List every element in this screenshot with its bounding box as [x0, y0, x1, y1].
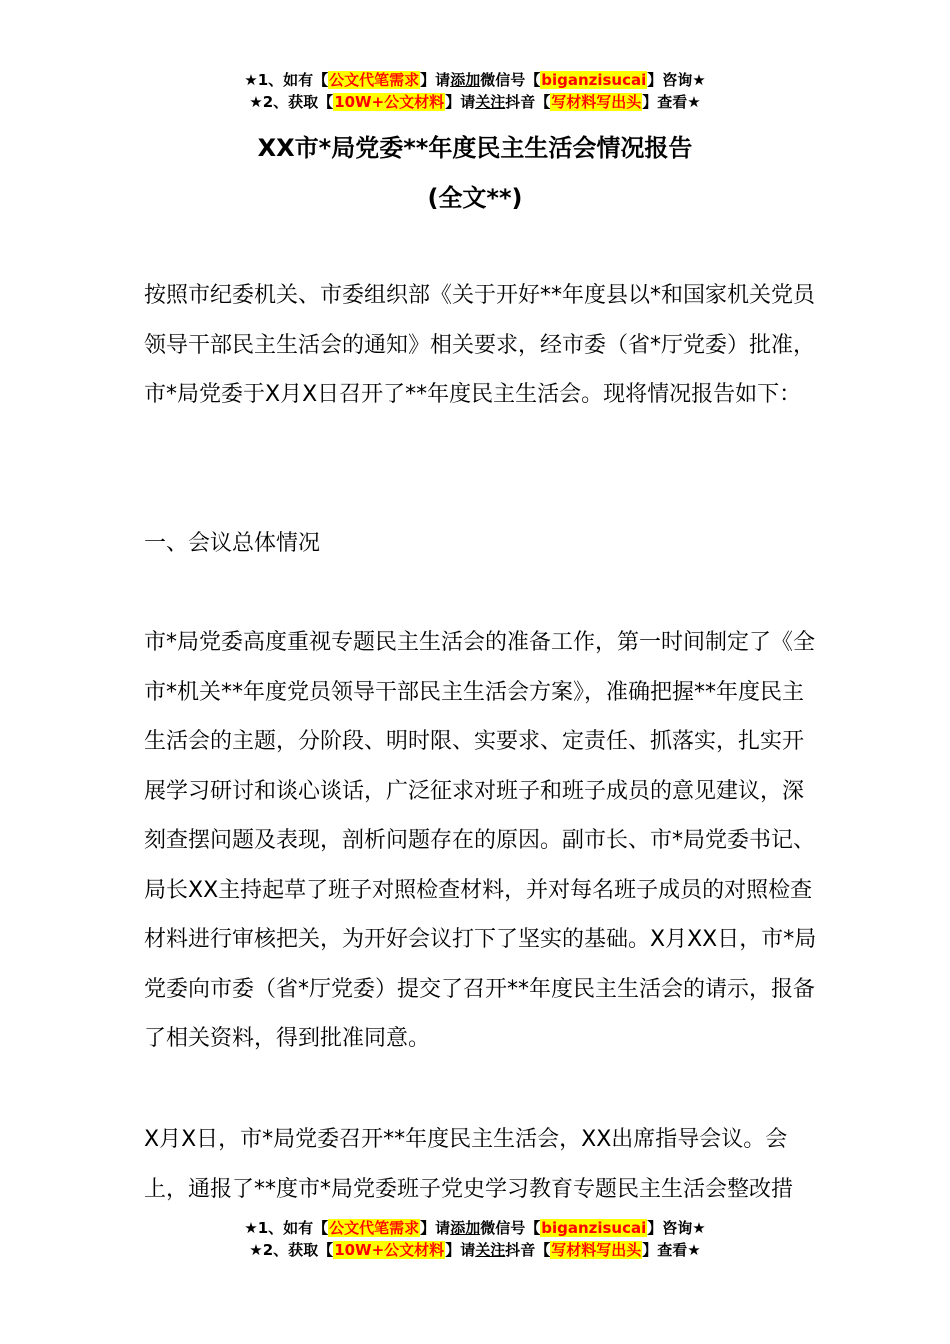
banner-text: 】请: [420, 1219, 451, 1237]
banner-text: 】请: [445, 93, 476, 111]
banner-text: 】咨询★: [647, 71, 706, 89]
banner-text: 微信号【: [480, 71, 541, 89]
banner-line-1: [0, 69, 950, 91]
banner-text: 抖音【: [505, 93, 551, 111]
paragraph-intro: 按照市纪委机关、市委组织部《关于开好**年度县以*和国家机关党员领导干部民主生活会的通知》相关要求，经市委（省*厅党委）批准，市*局党委于X月X日召开了**年度民主生活会。现将情况报告如下：: [144, 283, 816, 407]
banner-text: 】咨询★: [647, 1219, 706, 1237]
footer-banner: [0, 1217, 950, 1261]
banner-text: 微信号【: [480, 1219, 541, 1237]
banner-highlight: 写材料写出头: [551, 93, 642, 111]
banner-highlight: 写材料写出头: [551, 1241, 642, 1259]
banner-highlight: 10W+公文材料: [334, 93, 445, 111]
paragraph-preparation: 市*局党委高度重视专题民主生活会的准备工作，第一时间制定了《全市*机关**年度党员领导干部民主生活会方案》，准确把握**年度民主生活会的主题，分阶段、明时限、实要求、定责任、抓落实，扎实开展学习研讨和谈心谈话，广泛征求对班子和班子成员的意见建议，深刻查摆问题及表现，剖析问题存在的原因。副市长、市*局党委书记、局长XX主持起草了班子对照检查材料，并对每名班子成员的对照检查材料进行审核把关，为开好会议打下了坚实的基础。X月XX日，市*局党委向市委（省*厅党委）提交了召开**年度民主生活会的请示，报备了相关资料，得到批准同意。: [144, 630, 817, 1051]
banner-text: 】请: [445, 1241, 476, 1259]
banner-underline: 添加: [450, 71, 481, 89]
banner-text: ★1、如有【: [244, 1219, 329, 1237]
banner-line-1: [0, 1217, 950, 1239]
banner-line-2: [0, 1239, 950, 1261]
banner-highlight: biganzisucai: [541, 1219, 647, 1237]
banner-highlight: 公文代笔需求: [329, 71, 420, 89]
document-title: XX市*局党委**年度民主生活会情况报告: [257, 134, 693, 162]
paragraph-meeting: X月X日，市*局党委召开**年度民主生活会，XX出席指导会议。会上，通报了**度市*局党委班子党史学习教育专题民主生活会整改措: [144, 1127, 794, 1202]
banner-highlight: biganzisucai: [541, 71, 647, 89]
banner-highlight: 10W+公文材料: [334, 1241, 445, 1259]
banner-text: 】查看★: [642, 93, 701, 111]
banner-line-2: [0, 91, 950, 113]
banner-highlight: 公文代笔需求: [329, 1219, 420, 1237]
document-subtitle: (全文**): [427, 184, 523, 212]
header-banner: [0, 69, 950, 113]
banner-text: ★2、获取【: [249, 93, 334, 111]
banner-text: 】查看★: [642, 1241, 701, 1259]
banner-text: ★1、如有【: [244, 71, 329, 89]
banner-text: ★2、获取【: [249, 1241, 334, 1259]
banner-text: 抖音【: [505, 1241, 551, 1259]
banner-underline: 关注: [475, 93, 506, 111]
banner-underline: 添加: [450, 1219, 481, 1237]
section-heading-1: 一、会议总体情况: [144, 531, 321, 556]
banner-text: 】请: [420, 71, 451, 89]
banner-underline: 关注: [475, 1241, 506, 1259]
